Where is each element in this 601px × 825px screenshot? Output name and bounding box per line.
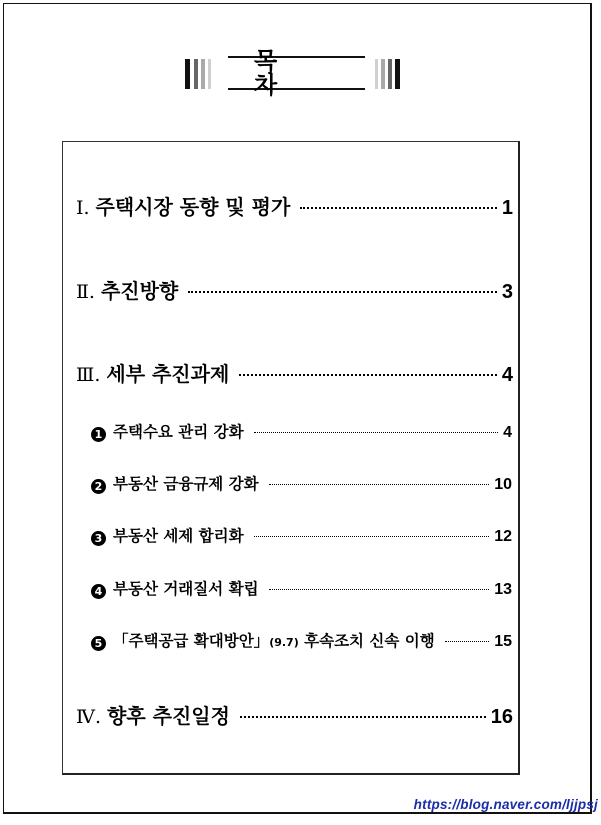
toc-title-block [0, 47, 601, 99]
number-badge-icon: 2 [91, 479, 106, 494]
number-badge-icon: 5 [91, 636, 106, 651]
section-label: 주택시장 동향 및 평가 [95, 195, 291, 219]
leader-dots [254, 431, 499, 433]
page-number: 15 [494, 633, 512, 650]
page-number: 13 [494, 581, 512, 598]
page-title: 목 차 [254, 47, 304, 99]
subsection-label: 부동산 거래질서 확립 [113, 580, 259, 598]
subsection-label-rest: 후속조치 신속 이행 [298, 632, 435, 650]
section-label: 추진방향 [100, 279, 179, 303]
page-number: 10 [494, 476, 512, 493]
toc-section[interactable] [76, 191, 513, 220]
page-number: 1 [501, 197, 513, 219]
number-badge-icon: 3 [91, 531, 106, 546]
subsection-label [113, 629, 435, 651]
number-badge-icon: 1 [91, 427, 106, 442]
leader-dots [269, 588, 490, 590]
section-label: 향후 추진일정 [107, 704, 230, 728]
section-number: Ⅳ. [76, 706, 102, 728]
leader-dots [254, 535, 490, 537]
toc-subsection[interactable] [91, 420, 512, 442]
subsection-label-date: (9.7) [269, 636, 299, 649]
leader-dots [269, 483, 490, 485]
toc-subsection[interactable] [91, 472, 512, 494]
leader-dots [300, 206, 497, 209]
page-number: 12 [494, 528, 512, 545]
toc-subsection[interactable] [91, 524, 512, 546]
title-box [228, 47, 365, 99]
toc-subsection[interactable] [91, 629, 512, 651]
subsection-label: 부동산 세제 합리화 [113, 527, 244, 545]
page-number: 16 [490, 706, 513, 728]
page-number: 4 [501, 364, 513, 386]
toc-box [62, 141, 520, 775]
subsection-label-title: 「주택공급 확대방안」 [113, 632, 270, 650]
number-badge-icon: 4 [91, 584, 106, 599]
toc-section[interactable] [76, 275, 513, 304]
section-number: Ⅱ. [76, 281, 95, 303]
page-number: 4 [503, 424, 512, 441]
subsection-label: 주택수요 관리 강화 [113, 423, 244, 441]
blog-url-watermark: https://blog.naver.com/ljjpsj [413, 797, 598, 812]
section-number: Ⅲ. [76, 364, 101, 386]
leader-dots [445, 640, 489, 642]
toc-subsection[interactable] [91, 577, 512, 599]
leader-dots [240, 715, 486, 718]
subsection-label: 부동산 금융규제 강화 [113, 475, 259, 493]
leader-dots [188, 290, 497, 293]
toc-section[interactable] [76, 700, 513, 729]
toc-section[interactable] [76, 358, 513, 387]
section-number: Ⅰ. [76, 197, 90, 219]
section-label: 세부 추진과제 [106, 362, 230, 386]
page-number: 3 [501, 281, 513, 303]
leader-dots [239, 373, 497, 376]
